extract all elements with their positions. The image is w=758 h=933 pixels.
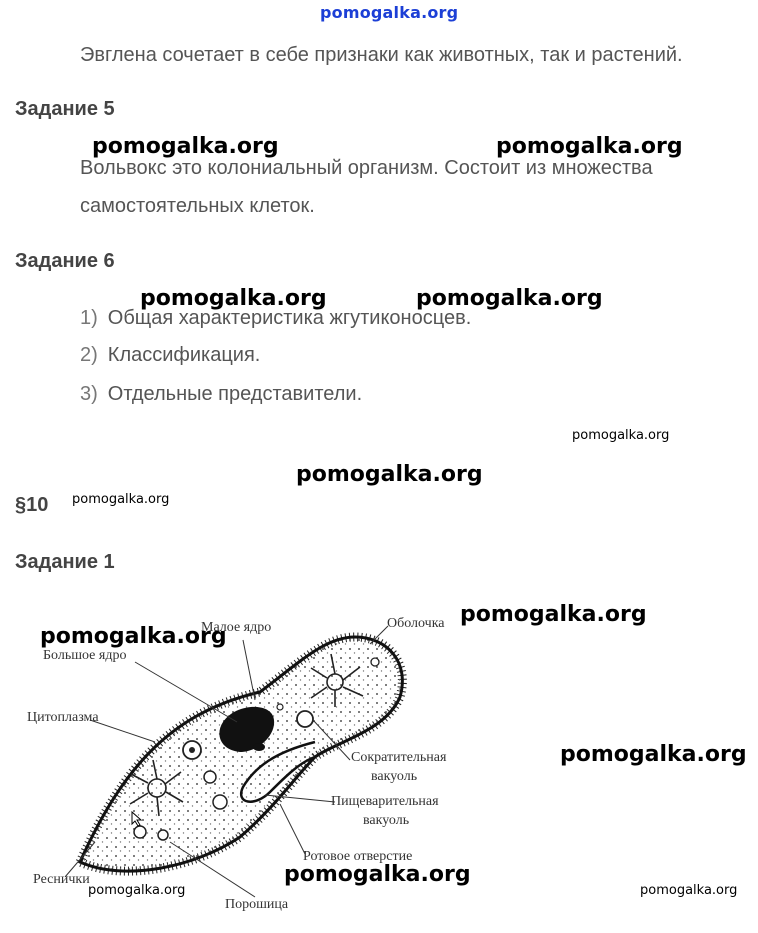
food-vacuole xyxy=(134,826,146,838)
label-small-nucleus: Малое ядро xyxy=(201,620,272,635)
task1-heading: Задание 1 xyxy=(15,551,115,573)
food-vacuole xyxy=(297,711,313,727)
food-vacuole xyxy=(213,795,227,809)
label-large-nucleus: Большое ядро xyxy=(43,648,127,663)
label-cytoplasm: Цитоплазма xyxy=(27,710,99,725)
watermark: pomogalka.org xyxy=(640,883,738,898)
task5-line-1: Вольвокс это колониальный организм. Состоит из множества xyxy=(80,157,653,179)
watermark: pomogalka.org xyxy=(460,602,647,627)
small-nucleus-shape xyxy=(253,743,265,751)
task6-heading: Задание 6 xyxy=(15,250,115,272)
watermark: pomogalka.org xyxy=(284,862,471,887)
task5-line-2: самостоятельных клеток. xyxy=(80,195,315,217)
list-item xyxy=(80,383,362,406)
list-item-text: Классификация. xyxy=(107,344,261,366)
food-vacuole xyxy=(204,771,216,783)
list-item-number: 2) xyxy=(80,344,98,366)
label-contractile-vacuole-1: Сократительная xyxy=(351,750,447,765)
intro-paragraph: Эвглена сочетает в себе признаки как животных, так и растений. xyxy=(80,44,683,66)
label-contractile-vacuole-2: вакуоль xyxy=(371,769,418,784)
list-item-number: 3) xyxy=(80,383,98,405)
watermark: pomogalka.org xyxy=(416,286,603,311)
watermark: pomogalka.org xyxy=(496,134,683,159)
label-cilia: Реснички xyxy=(33,872,90,887)
label-anal-pore: Порошица xyxy=(225,897,289,912)
watermark: pomogalka.org xyxy=(40,624,227,649)
list-item-number: 1) xyxy=(80,307,98,329)
label-mouth-opening: Ротовое отверстие xyxy=(303,849,413,864)
label-digestive-vacuole-2: вакуоль xyxy=(363,813,410,828)
section-heading: §10 xyxy=(15,494,49,516)
site-header-link[interactable]: pomogalka.org xyxy=(320,3,459,22)
list-item-text: Отдельные представители. xyxy=(107,383,363,405)
label-shell: Оболочка xyxy=(387,616,445,631)
watermark: pomogalka.org xyxy=(140,286,327,311)
list-item xyxy=(80,344,260,367)
list-item-text: Общая характеристика жгутиконосцев. xyxy=(107,307,472,329)
watermark: pomogalka.org xyxy=(572,428,670,443)
watermark: pomogalka.org xyxy=(560,742,747,767)
watermark: pomogalka.org xyxy=(296,462,483,487)
task5-heading: Задание 5 xyxy=(15,98,115,120)
watermark: pomogalka.org xyxy=(88,883,186,898)
label-digestive-vacuole-1: Пищеварительная xyxy=(331,794,439,809)
anal-pore-shape xyxy=(158,830,168,840)
watermark: pomogalka.org xyxy=(72,492,170,507)
watermark: pomogalka.org xyxy=(92,134,279,159)
